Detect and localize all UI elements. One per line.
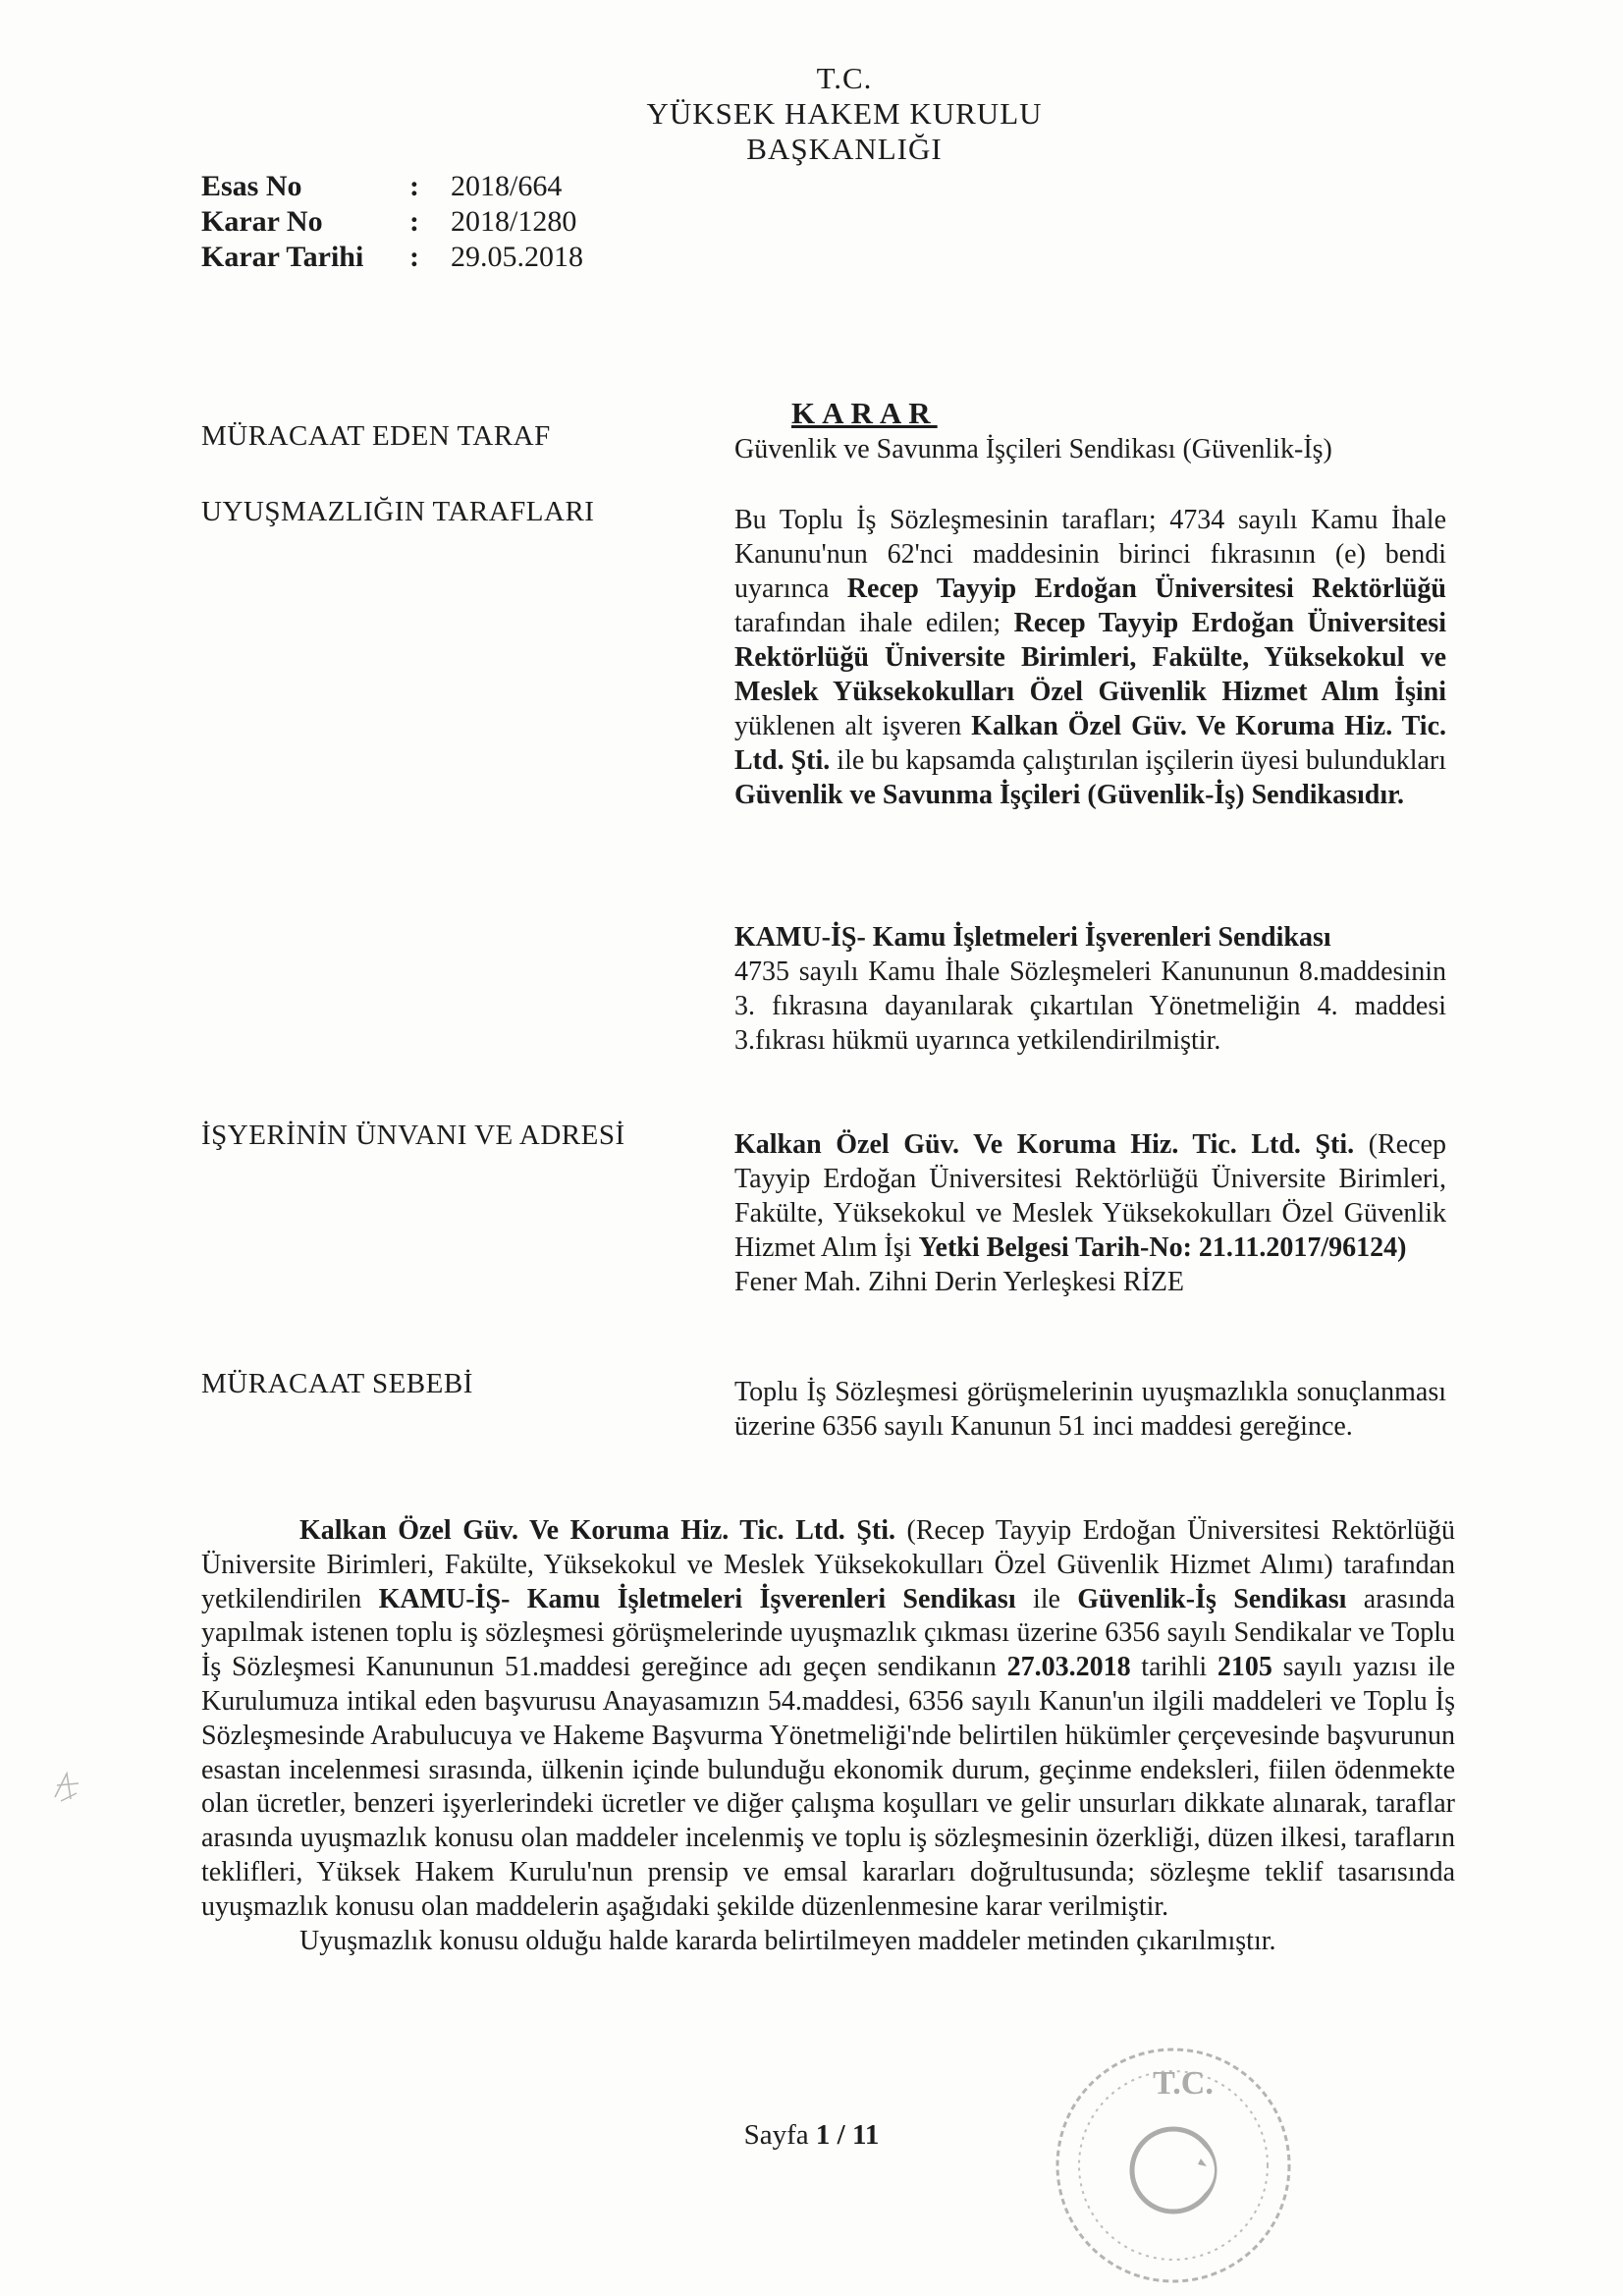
page-label: Sayfa <box>743 2119 809 2151</box>
text-run-bold: Recep Tayyip Erdoğan Üniversitesi Rektörlüğü Üniversite Birimleri, Fakülte, Yüksekokul ve Meslek Yüksekokulları Özel Güvenlik Hizmet Alım İşini <box>734 608 1446 707</box>
text-run: tarafından ihale edilen; <box>734 608 1014 638</box>
workplace-address: Fener Mah. Zihni Derin Yerleşkesi RİZE <box>734 1267 1185 1297</box>
employer-union-desc: 4735 sayılı Kamu İhale Sözleşmeleri Kanununun 8.maddesinin 3. fıkrasına dayanılarak çıkartılan Yönetmeliğin 4. maddesi 3.fıkrası hükmü uyarınca yetkilendirilmiştir. <box>734 957 1446 1056</box>
page-separator: / <box>830 2119 852 2151</box>
reason-label: MÜRACAAT SEBEBİ <box>201 1368 473 1399</box>
page-current: 1 <box>815 2119 831 2151</box>
text-run-bold: Güvenlik ve Savunma İşçileri (Güvenlik-İş) Sendikasıdır. <box>734 780 1404 810</box>
employer-union-name <box>734 920 1446 955</box>
text-run: ile <box>1015 1583 1078 1614</box>
text-run-bold: Recep Tayyip Erdoğan Üniversitesi Rektörlüğü <box>846 574 1447 604</box>
document-header <box>589 61 1100 167</box>
parties-label: UYUŞMAZLIĞIN TARAFLARI <box>201 496 595 527</box>
text-run: yüklenen alt işveren <box>734 711 972 741</box>
esas-row <box>201 169 583 204</box>
reason-paragraph: Toplu İş Sözleşmesi görüşmelerinin uyuşmazlıkla sonuçlanması üzerine 6356 sayılı Kanunun 51 inci maddesi gereğince. <box>734 1377 1446 1442</box>
tarih-label: Karar Tarihi <box>201 241 364 273</box>
text-run-bold: KAMU-İŞ- Kamu İşletmeleri İşverenleri Sendikası <box>734 922 1331 953</box>
parties-paragraph-1 <box>734 503 1446 812</box>
karar-label: Karar No <box>201 205 323 238</box>
karar-row <box>201 204 583 240</box>
official-seal-icon <box>1036 2033 1291 2288</box>
karar-value: 2018/1280 <box>451 205 577 238</box>
workplace-label: İŞYERİNİN ÜNVANI VE ADRESİ <box>201 1120 625 1151</box>
colon: : <box>409 205 419 238</box>
text-run-bold: Kalkan Özel Güv. Ve Koruma Hiz. Tic. Ltd. Şti. <box>734 1129 1355 1160</box>
text-run-bold: Yetki Belgesi Tarih-No: 21.11.2017/96124) <box>918 1232 1407 1263</box>
esas-label: Esas No <box>201 170 302 202</box>
employer-union-text <box>734 920 1446 1058</box>
header-institution: YÜKSEK HAKEM KURULU <box>646 96 1043 131</box>
text-run: (Recep Tayyip Erdoğan Üniversitesi Rektörlüğü Üniversite Birimleri, Fakülte, Yüksekokul ve Meslek Yüksekokulları Özel Güvenlik Hizmet Alım İşi <box>734 1129 1446 1263</box>
seal-text: T.C. <box>1153 2065 1214 2102</box>
esas-value: 2018/664 <box>451 170 563 202</box>
colon: : <box>409 170 419 202</box>
text-run: tarihli <box>1130 1652 1217 1683</box>
text-run: arasında yapılmak istenen toplu iş sözleşmesi görüşmelerinde uyuşmazlık çıkması üzerine 6356 sayılı Sendikalar ve Toplu İş Sözleşmesi Kanununun 51.maddesi gereğince adı geçen sendikanın <box>201 1583 1455 1683</box>
text-run: (Recep Tayyip Erdoğan Üniversitesi Rektörlüğü Üniversite Birimleri, Fakülte, Yüksekokul ve Meslek Yüksekokulları Özel Güvenlik Hizmet Alımı) tarafından yetkilendirilen <box>201 1515 1455 1614</box>
text-run-bold: Kalkan Özel Güv. Ve Koruma Hiz. Tic. Ltd. Şti. <box>734 711 1446 776</box>
colon: : <box>409 241 419 273</box>
workplace-text <box>734 1127 1446 1299</box>
body-paragraph-2: Uyuşmazlık konusu olduğu halde kararda belirtilmeyen maddeler metinden çıkarılmıştır. <box>299 1925 1276 1956</box>
header-tc: T.C. <box>816 61 873 95</box>
text-run: ile bu kapsamda çalıştırılan işçilerin üyesi bulundukları <box>830 745 1446 776</box>
text-run: sayılı yazısı ile Kurulumuza intikal eden başvurusu Anayasamızın 54.maddesi, 6356 sayılı Kanun'un ilgili maddeleri ve Toplu İş Sözleşmesinde Arabulucuya ve Hakeme Başvurma Yönetmeliği'nde belirtilen hükümler çerçevesinde başvurunun esastan incelenmesi sırasında, ülkenin içinde bulunduğu ekonomik durum, geçinme endeksleri, fiilen ödenmekte olan ücretler, benzeri işyerlerindeki ücretler ve diğer çalışma koşulları ve gelir unsurları dikkate alınarak, taraflar arasında uyuşmazlık konusu olan maddeler incelenmiş ve toplu iş sözleşmesinin özerkliği, düzen ilkesi, tarafların teklifleri, Yüksek Hakem Kurulu'nun prensip ve emsal kararları doğrultusunda; sözleşme teklif tasarısında uyuşmazlık konusu olan maddelerin aşağıdaki şekilde düzenlenmesine karar verilmiştir. <box>201 1652 1455 1922</box>
header-presidency: BAŞKANLIĞI <box>746 132 943 166</box>
body-paragraph-1 <box>201 1514 1455 1925</box>
page-footer <box>0 2119 1623 2152</box>
text-run-bold: KAMU-İŞ- Kamu İşletmeleri İşverenleri Sendikası <box>378 1583 1016 1614</box>
tarih-value: 29.05.2018 <box>451 241 583 273</box>
tarih-row <box>201 240 583 275</box>
applicant-label: MÜRACAAT EDEN TARAF <box>201 420 551 452</box>
text-run-bold: 27.03.2018 <box>1006 1652 1131 1683</box>
applicant-value <box>734 432 1461 466</box>
text-run: Bu Toplu İş Sözleşmesinin tarafları; 4734 sayılı Kamu İhale Kanunu'nun 62'nci maddesinin birinci fıkrasının (e) bendi uyarınca <box>734 505 1446 604</box>
page-total: 11 <box>851 2119 880 2151</box>
applicant-text: Güvenlik ve Savunma İşçileri Sendikası (Güvenlik-İş) <box>734 434 1332 465</box>
workplace-paragraph <box>734 1127 1446 1265</box>
reason-text <box>734 1375 1446 1444</box>
text-run-bold: 2105 <box>1217 1652 1272 1683</box>
margin-mark-icon <box>47 1768 86 1807</box>
parties-text <box>734 503 1446 812</box>
text-run-bold: Güvenlik-İş Sendikası <box>1077 1583 1347 1614</box>
decision-body <box>201 1514 1455 1958</box>
text-run-bold: Kalkan Özel Güv. Ve Koruma Hiz. Tic. Ltd. Şti. <box>299 1515 896 1546</box>
case-meta <box>201 169 583 275</box>
decision-title: KARAR <box>791 396 938 430</box>
